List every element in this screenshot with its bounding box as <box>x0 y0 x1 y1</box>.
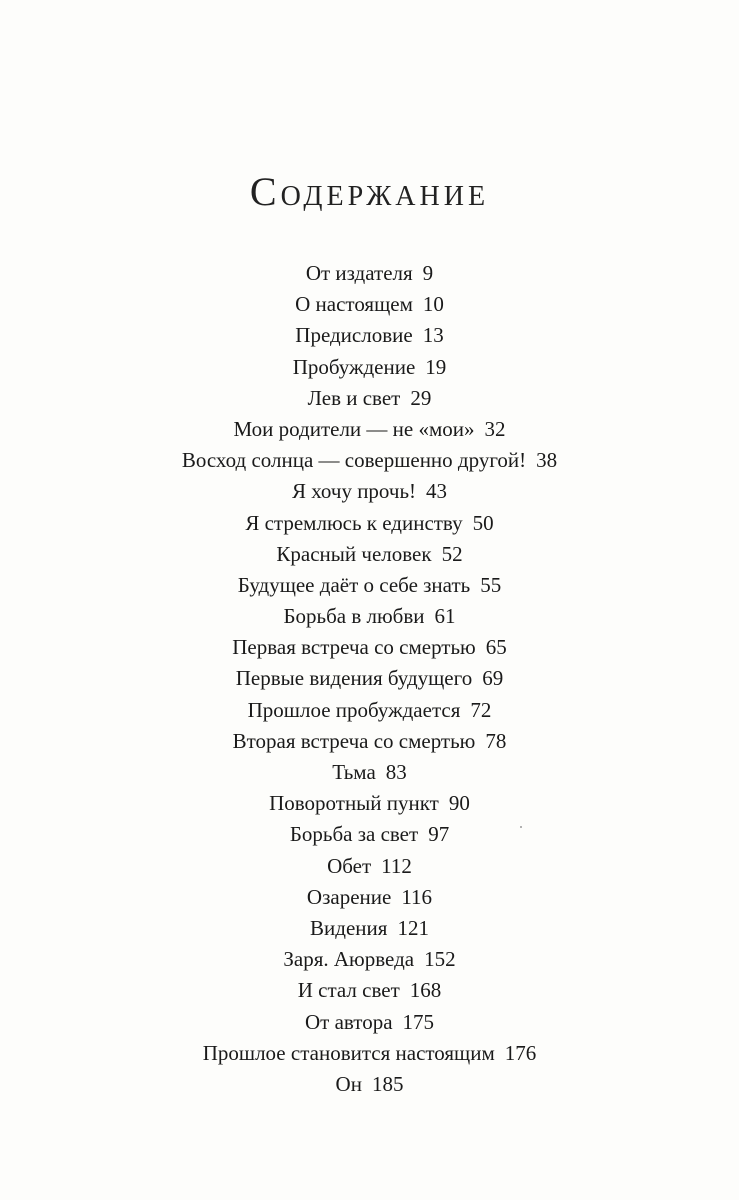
toc-entry-title: Мои родители — не «мои» <box>233 416 475 441</box>
toc-entry-title: Пробуждение <box>292 354 416 379</box>
toc-entry-title: Поворотный пункт <box>269 791 439 816</box>
toc-entry <box>0 944 739 975</box>
toc-entry-page-number: 152 <box>424 947 456 972</box>
toc-entry <box>0 289 739 320</box>
paper-speck <box>520 826 522 828</box>
toc-entry-title: О настоящем <box>295 292 413 317</box>
toc-entry <box>0 539 739 570</box>
toc-entry <box>0 663 739 694</box>
toc-entry <box>0 819 739 850</box>
toc-entry <box>0 1007 739 1038</box>
toc-entry <box>0 975 739 1006</box>
toc-entry-title: Прошлое пробуждается <box>247 697 461 722</box>
toc-entry-page-number: 65 <box>485 635 507 660</box>
toc-entry <box>0 570 739 601</box>
toc-entry <box>0 882 739 913</box>
toc-entry <box>0 320 739 351</box>
toc-entry-page-number: 90 <box>448 791 470 816</box>
toc-entry <box>0 601 739 632</box>
toc-entry-title: И стал свет <box>297 978 400 1003</box>
toc-entry-title: Борьба в любви <box>283 604 425 629</box>
toc-entry-page-number: 78 <box>485 728 507 753</box>
toc-entry-title: Я хочу прочь! <box>291 479 417 504</box>
toc-entry-title: От автора <box>304 1009 393 1034</box>
toc-entry-page-number: 69 <box>482 666 504 691</box>
toc-entry-title: Восход солнца — совершенно другой! <box>181 448 527 473</box>
toc-entry-title: Заря. Аюрведа <box>283 947 415 972</box>
toc-entry-page-number: 61 <box>434 604 456 629</box>
toc-entry-page-number: 50 <box>472 510 494 535</box>
toc-entry <box>0 726 739 757</box>
show-through-mark: ⠀ <box>482 64 497 86</box>
table-of-contents <box>0 258 739 1100</box>
toc-entry <box>0 508 739 539</box>
toc-entry <box>0 352 739 383</box>
show-through-mark: ⠀ <box>502 96 517 118</box>
toc-entry <box>0 632 739 663</box>
toc-entry-page-number: 72 <box>470 697 492 722</box>
toc-entry-page-number: 19 <box>425 354 447 379</box>
toc-entry <box>0 695 739 726</box>
toc-entry-title: От издателя <box>305 261 413 285</box>
toc-entry <box>0 1038 739 1069</box>
toc-entry-page-number: 97 <box>428 822 450 847</box>
toc-entry-title: Борьба за свет <box>289 822 419 847</box>
toc-entry-title: Озарение <box>306 884 392 909</box>
toc-entry-page-number: 112 <box>381 853 412 878</box>
toc-entry <box>0 851 739 882</box>
toc-entry-title: Обет <box>327 853 372 878</box>
toc-entry-page-number: 176 <box>504 1040 537 1065</box>
toc-entry-title: Я стремлюсь к единству <box>245 510 463 535</box>
toc-entry <box>0 258 739 289</box>
toc-entry-title: Тьма <box>332 760 376 784</box>
toc-entry-page-number: 38 <box>536 448 558 473</box>
toc-entry-title: Он <box>335 1071 362 1096</box>
toc-entry-title: Будущее даёт о себе знать <box>237 572 471 597</box>
toc-entry-title: Первые видения будущего <box>235 666 473 691</box>
toc-entry <box>0 1069 739 1100</box>
toc-entry-page-number: 175 <box>402 1009 435 1034</box>
toc-entry-title: Предисловие <box>295 323 413 348</box>
toc-entry-page-number: 83 <box>385 760 407 784</box>
contents-heading: Содержание <box>249 169 490 214</box>
toc-entry-title: Первая встреча со смертью <box>232 635 476 660</box>
toc-entry-title: Видения <box>310 915 388 940</box>
toc-entry-page-number: 121 <box>397 915 429 940</box>
toc-entry-page-number: 52 <box>441 541 463 566</box>
toc-entry-page-number: 168 <box>409 978 442 1003</box>
toc-entry <box>0 476 739 507</box>
toc-entry-title: Лев и свет <box>307 385 401 410</box>
toc-entry-page-number: 9 <box>422 261 434 285</box>
toc-entry <box>0 383 739 414</box>
toc-entry-title: Вторая встреча со смертью <box>232 728 476 753</box>
toc-entry-page-number: 116 <box>401 884 433 909</box>
toc-entry-page-number: 43 <box>426 479 448 504</box>
toc-entry-title: Прошлое становится настоящим <box>202 1040 495 1065</box>
toc-entry-page-number: 32 <box>484 416 506 441</box>
toc-entry <box>0 788 739 819</box>
toc-entry-page-number: 29 <box>410 385 432 410</box>
toc-entry <box>0 414 739 445</box>
toc-entry-page-number: 10 <box>422 292 444 317</box>
toc-entry <box>0 913 739 944</box>
show-through-mark: ⠀ <box>514 128 529 150</box>
toc-entry-page-number: 185 <box>371 1071 404 1096</box>
toc-entry-page-number: 13 <box>422 323 444 348</box>
toc-entry <box>0 757 739 788</box>
toc-entry-page-number: 55 <box>480 572 502 597</box>
toc-entry <box>0 445 739 476</box>
toc-entry-title: Красный человек <box>276 541 432 566</box>
